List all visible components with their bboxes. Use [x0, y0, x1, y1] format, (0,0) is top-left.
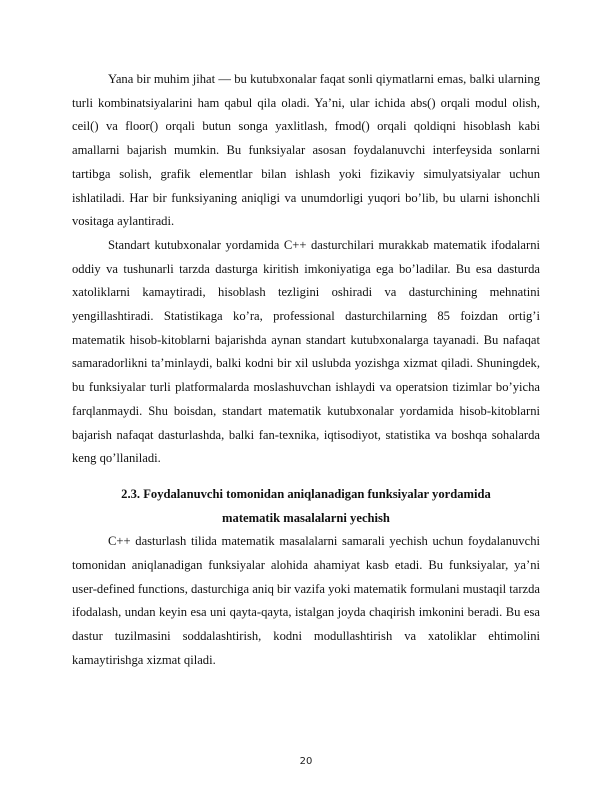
body-paragraph-1: Yana bir muhim jihat — bu kutubxonalar faqat sonli qiymatlarni emas, balki ularning turli kombinatsiyalarini ham qabul qila oladi. Ya’ni, ular ichida abs() orqali modul olish, ceil() va floor() orqali butun songa yaxlitlash, fmod() orqali qoldiqni hisoblash kabi amallarni bajarish mumkin. Bu funksiyalar asosan foydalanuvchi interfeysida sonlarni tartibga solish, grafik elementlar bilan ishlash yoki fizikaviy simulyatsiyalar uchun ishlatiladi. Har bir funksiyaning aniqligi va unumdorligi yuqori bo’lib, bu ularni ishonchli vositaga aylantiradi. [72, 72, 540, 229]
section-heading-line-2: matematik masalalarni yechish [222, 510, 390, 525]
body-paragraph-2: Standart kutubxonalar yordamida C++ dasturchilari murakkab matematik ifodalarni oddiy va tushunarli tarzda dasturga kiritish imkoniyatiga ega bo’ladilar. Bu esa dasturda xatoliklarni kamaytiradi, hisoblash tezligini oshiradi va dasturchining mehnatini yengillashtiradi. Statistikaga ko’ra, professional dasturchilarning 85 foizdan ortig’i matematik hisob-kitoblarni bajarishda aynan standart kutubxonalarga tayanadi. Bu nafaqat samaradorlikni ta’minlaydi, balki kodni bir xil uslubda yozishga xizmat qiladi. Shuningdek, bu funksiyalar turli platformalarda moslashuvchan ishlaydi va operatsion tizimlar bo’yicha farqlanmaydi. Shu boisdan, standart matematik kutubxonalar yordamida hisob-kitoblarni bajarish nafaqat dasturlashda, balki fan-texnika, iqtisodiyot, statistika va boshqa sohalarda keng qo’llaniladi. [72, 237, 540, 466]
section-heading-line-1: 2.3. Foydalanuvchi tomonidan aniqlanadigan funksiyalar yordamida [121, 486, 491, 501]
section-paragraph-1: C++ dasturlash tilida matematik masalalarni samarali yechish uchun foydalanuvchi tomonidan aniqlanadigan funksiyalar alohida ahamiyat kasb etadi. Bu funksiyalar, ya’ni user-defined functions, dasturchiga aniq bir vazifa yoki matematik formulani mustaqil tarzda ifodalash, undan keyin esa uni qayta-qayta, istalgan joyda chaqirish imkonini beradi. Bu esa dastur tuzilmasini soddalashtirish, kodni modullashtirish va xatoliklar ehtimolini kamaytirishga xizmat qiladi. [72, 534, 541, 667]
section-heading [72, 483, 540, 530]
page-number: 20 [299, 756, 313, 767]
document-page [72, 68, 540, 673]
